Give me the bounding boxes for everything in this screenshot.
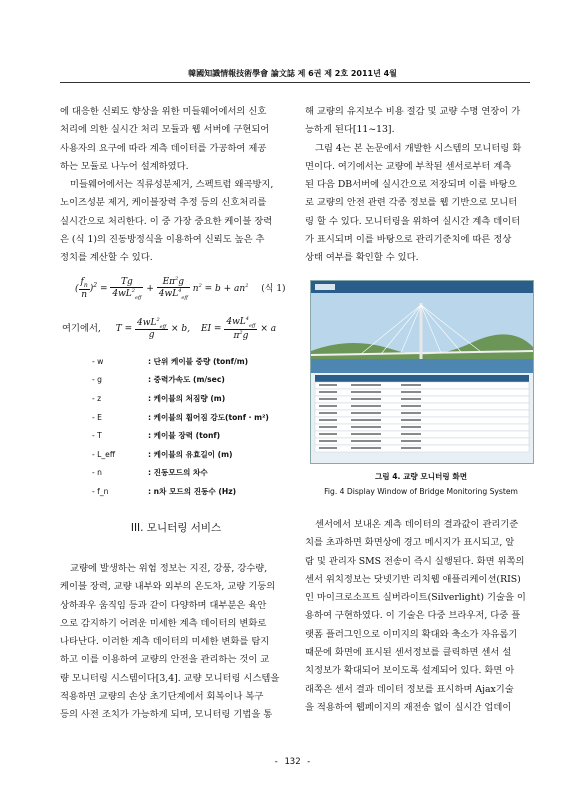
variable-list — [92, 352, 302, 501]
paragraph-line: 가 표시되며 이를 바탕으로 관리기준치에 따른 정상 — [305, 234, 512, 246]
bridge-monitoring-screenshot — [310, 280, 534, 464]
paragraph-line: 용하여 구현하였다. 이 기술은 다중 브라우저, 다중 플 — [305, 610, 521, 622]
paragraph-line: 상하좌우 움직임 등과 같이 다양하며 대부분은 육안 — [60, 599, 267, 611]
variable-row: - L_eff : 케이블의 유효길이 (m) — [92, 449, 233, 459]
paragraph-line: 노이즈성분 제거, 케이블장력 추정 등의 신호처리를 — [60, 197, 267, 209]
paragraph-line: 에 대응한 신뢰도 향상을 위한 미들웨어에서의 신호 — [60, 106, 267, 117]
paragraph-line: 정치를 계산할 수 있다. — [60, 252, 153, 264]
equation-definitions: 여기에서, T = $\frac{4wL^2_{eff}}{g}$ × b, EI = $\frac{4wL^4_{eff}}{\pi^2g}$ × a — [62, 316, 277, 341]
figure-caption-english: Fig. 4 Display Window of Bridge Monitoring System — [324, 487, 518, 496]
paragraph-line: 적용하면 교량의 손상 초기단계에서 회복이나 복구 — [60, 691, 264, 703]
paragraph-line: 을 적용하여 웹페이지의 재전송 없이 실시간 업데이 — [305, 701, 512, 713]
paragraph-line: 상태 여부를 확인할 수 있다. — [305, 252, 419, 264]
figure-caption-korean: 그림 4. 교량 모니터링 화면 — [374, 472, 468, 481]
paragraph-line: 랫폼 플러그인으로 이미지의 확대와 축소가 자유롭기 — [305, 628, 518, 640]
paragraph-line: 하는 모듈로 나누어 설계하였다. — [60, 160, 189, 172]
paragraph-line: 으로 감지하기 어려운 미세한 계측 데이터의 변화로 — [60, 617, 267, 629]
variable-row: - T : 케이블 장력 (tonf) — [92, 431, 221, 441]
header-rule — [60, 82, 530, 83]
equation-1: ( $\frac{f_n}{n}$ )$^2$ = $\frac{Tg}{4wL^2_{eff}}$ + $\frac{E\pi^2g}{4wL^4_{eff}}$ $n^2 = b + an^2$ (식 1) — [75, 276, 286, 301]
left-column-top — [60, 103, 292, 268]
paragraph-line: 해 교량의 유지보수 비용 절감 및 교량 수명 연장이 가 — [305, 106, 521, 117]
section-title: III. 모니터링 서비스 — [130, 522, 222, 534]
paragraph-line: 치정보가 확대되어 보이도록 설계되어 있다. 화면 아 — [305, 665, 515, 677]
paragraph-line: 인 마이크로소프트 실버라이트(Silverlight) 기술을 이 — [305, 592, 526, 604]
paragraph-line: 사용자의 요구에 따라 계측 데이터를 가공하여 제공 — [60, 142, 267, 154]
paragraph-line: 때문에 화면에 표시된 센서정보를 클릭하면 센서 설 — [305, 647, 512, 659]
variable-row: - E : 케이블의 휨어짐 강도(tonf · m²) — [92, 412, 269, 422]
paragraph-line: 로 교량의 안전 관련 각종 정보를 웹 기반으로 모니터 — [305, 197, 518, 209]
paragraph-line: 교량에 발생하는 위험 정보는 지진, 강풍, 강수량, — [70, 563, 268, 574]
right-column-bottom — [305, 516, 537, 717]
variable-row: - w : 단위 케이블 중량 (tonf/m) — [92, 356, 249, 366]
where-label: 여기에서, — [62, 322, 101, 334]
paragraph-line: 량 모니터링 시스템이다[3,4]. 교량 모니터링 시스템을 — [60, 672, 280, 684]
paragraph-line: 나타난다. 이러한 계측 데이터의 미세한 변화를 탐지 — [60, 636, 270, 648]
paragraph-line: 치를 초과하면 화면상에 경고 메시지가 표시되고, 알 — [305, 537, 515, 549]
paragraph-line: 된 다음 DB서버에 실시간으로 저장되며 이를 바탕으 — [305, 179, 517, 191]
paragraph-line: 실시간으로 처리한다. 이 중 가장 중요한 케이블 장력 — [60, 215, 273, 227]
paragraph-line: 래쪽은 센서 결과 데이터 정보를 표시하며 Ajax기술 — [305, 683, 514, 695]
left-column-bottom — [60, 560, 292, 725]
variable-row: - n : 진동모드의 차수 — [92, 468, 208, 478]
paragraph-line: 링 할 수 있다. 모니터링을 위하여 실시간 계측 데이터 — [305, 215, 521, 227]
paragraph-line: 그림 4는 본 논문에서 개발한 시스템의 모니터링 화 — [315, 142, 522, 154]
paragraph-line: 하고 이를 이용하여 교량의 안전을 관리하는 것이 교 — [60, 654, 270, 666]
paragraph-line: 케이블 장력, 교량 내부와 외부의 온도차, 교량 기둥의 — [60, 581, 276, 593]
variable-row: - z : 케이블의 처짐량 (m) — [92, 393, 226, 403]
variable-row: - g : 중력가속도 (m/sec) — [92, 375, 225, 385]
bridge-monitoring-image — [311, 281, 533, 463]
right-column-top — [305, 103, 537, 268]
page-number: - 132 - — [273, 757, 312, 767]
paragraph-line: 능하게 된다[11~13]. — [305, 124, 395, 136]
variable-row: - f_n : n차 모드의 진동수 (Hz) — [92, 486, 237, 496]
paragraph-line: 처리에 의한 실시간 처리 모듈과 웹 서버에 구현되어 — [60, 124, 270, 136]
paragraph-line: 면이다. 여기에서는 교량에 부착된 센서로부터 계측 — [305, 160, 512, 172]
paragraph-line: 람 및 관리자 SMS 전송이 즉시 실행된다. 화면 위쪽의 — [305, 555, 525, 567]
paragraph-line: 은 (식 1)의 진동방정식을 이용하여 신뢰도 높은 추 — [60, 234, 265, 246]
paragraph-line: 등의 사전 조치가 가능하게 되며, 모니터링 기법을 통 — [60, 709, 273, 721]
equation-label: (식 1) — [261, 283, 286, 294]
paragraph-line: 미들웨어에서는 직류성분제거, 스펙트럼 왜곡방지, — [70, 179, 274, 191]
paragraph-line: 센서에서 보내온 계측 데이터의 결과값이 관리기준 — [315, 519, 519, 530]
journal-header: 韓國知識情報技術學會 論文誌 제 6권 제 2호 2011년 4월 — [188, 69, 397, 78]
paragraph-line: 센서 위치정보는 닷넷기반 리치웹 애플리케이션(RIS) — [305, 573, 521, 585]
